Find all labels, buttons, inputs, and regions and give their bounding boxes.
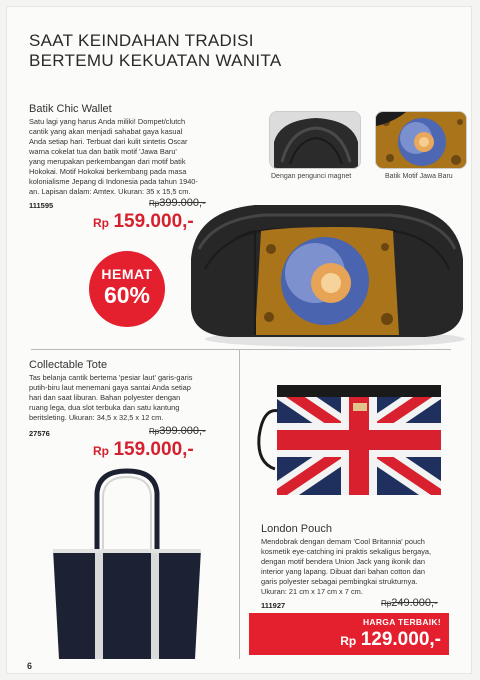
tote-desc-line: Tas belanja cantik bertema 'pesiar laut' garis-garis [29,373,193,382]
best-price-label: HARGA TERBAIK! [362,617,441,627]
tote-old-amount: 399.000,- [159,425,206,437]
pouch-desc-line: Ukuran: 21 cm x 17 cm x 7 cm. [261,587,363,596]
tote-new-amount: 159.000,- [113,439,194,460]
wallet-desc-line: yang merupakan perkembangan dari motif batik [29,157,186,166]
wallet-desc-line: warna cokelat tua dan batik motif 'Jawa Baru' [29,147,177,156]
section-divider [31,349,451,350]
clutch-clasp-icon [270,112,361,169]
discount-label: HEMAT [101,266,153,282]
pouch-new-price [340,629,441,651]
pouch-new-rp: Rp [340,634,357,648]
batik-pattern-icon [376,112,467,169]
pouch-product-code: 111927 [261,601,286,610]
discount-value: 60% [103,282,151,308]
wallet-description [29,117,249,197]
wallet-product-code: 111595 [29,201,54,210]
pouch-new-amount: 129.000,- [360,629,441,650]
magnet-detail-image [269,111,361,169]
pouch-desc-line: Mendobrak dengan demam 'Cool Britannia' pouch [261,537,425,546]
tote-old-rp: Rp [149,427,160,436]
wallet-old-rp: Rp [149,199,160,208]
tote-old-price [149,425,206,437]
pouch-old-rp: Rp [381,599,392,608]
pouch-desc-line: garis polyester sebagai pembingkai strukturnya. [261,577,418,586]
tote-title: Collectable Tote [29,359,108,371]
tote-desc-line: hari dan saat liburan. Bahan polyester dengan [29,393,181,402]
pouch-desc-line: interior yang lapang. Dibuat dari bahan cotton dan [261,567,425,576]
wallet-desc-line: Anda setiap hari. Terbuat dari kulit sintetis Oscar [29,137,188,146]
wallet-desc-line: Satu lagi yang harus Anda miliki! Dompet/clutch [29,117,186,126]
wallet-desc-line: cantik yang akan menjadi sahabat gaya kasual [29,127,183,136]
tote-bag-icon [47,463,207,663]
wallet-new-rp: Rp [93,216,109,230]
batik-caption: Batik Motif Jawa Baru [385,173,453,180]
pouch-description [261,537,461,597]
wallet-desc-line: kolonialisme Jepang di Indonesia pada tahun 1940- [29,177,198,186]
wallet-new-amount: 159.000,- [113,211,194,232]
page-number: 6 [27,661,33,671]
column-divider [239,349,240,659]
discount-badge [89,251,165,327]
headline-line-1: SAAT KEINDAHAN TRADISI [29,31,254,50]
wallet-desc-line: Hokokai. Motif Hokokai berkembang pada masa [29,167,187,176]
batik-clutch-icon [185,189,469,349]
pouch-old-price [381,597,438,609]
wallet-title: Batik Chic Wallet [29,103,112,115]
catalog-page [6,6,472,674]
wallet-desc-line: an. Lapisan dalam: Amtex. Ukuran: 35 x 15,5 cm. [29,187,191,196]
tote-product-code: 27576 [29,429,50,438]
pouch-desc-line: dengan motif bendera Union Jack yang ikonik dan [261,557,425,566]
tote-desc-line: ruang lega, dua slot terbuka dan satu kantung [29,403,180,412]
wallet-old-amount: 399.000,- [159,197,206,209]
tote-desc-line: beritsleting. Ukuran: 34,5 x 32,5 x 12 cm. [29,413,164,422]
batik-detail-image [375,111,467,169]
wallet-new-price [93,211,194,233]
pouch-desc-line: kosmetik eye-catching ini praktis sekaligus bergaya, [261,547,432,556]
pouch-title: London Pouch [261,523,332,535]
best-price-badge [249,613,449,655]
page-headline [29,31,281,71]
magnet-caption: Dengan pengunci magnet [271,173,352,180]
tote-desc-line: putih-biru laut menemani gaya santai Anda setiap [29,383,191,392]
tote-description [29,373,239,423]
union-jack-pouch-icon [249,377,449,503]
tote-new-price [93,439,194,461]
tote-new-rp: Rp [93,444,109,458]
pouch-old-amount: 249.000,- [391,597,438,609]
headline-line-2: BERTEMU KEKUATAN WANITA [29,51,282,70]
